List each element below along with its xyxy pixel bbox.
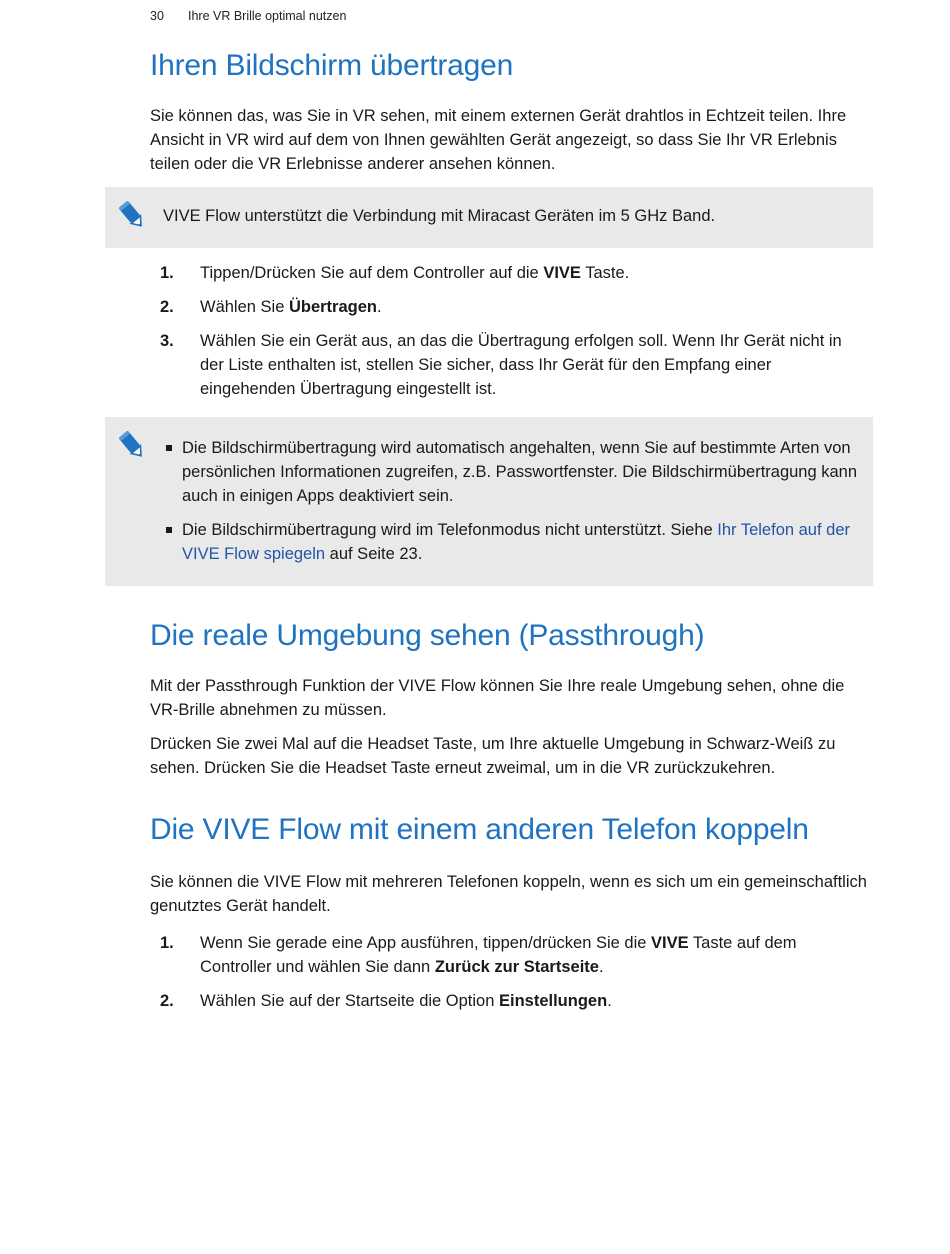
step-text: Wählen Sie auf der Startseite die Option <box>200 992 499 1010</box>
list-item <box>150 989 870 1013</box>
pencil-icon <box>117 199 147 231</box>
section-intro-pair-phone: Sie können die VIVE Flow mit mehreren Telefonen koppeln, wenn es sich um ein gemeinschaftlich genutztes Gerät handelt. <box>150 873 867 915</box>
section-title-pair-phone: Die VIVE Flow mit einem anderen Telefon koppeln <box>150 813 809 846</box>
list-item <box>150 295 870 319</box>
step-number: 1. <box>160 264 174 282</box>
list-item <box>150 931 870 979</box>
list-item <box>165 436 865 508</box>
running-header <box>150 9 346 23</box>
bullet-marker <box>166 445 172 451</box>
bullet-marker <box>166 527 172 533</box>
cast-option-label: Übertragen <box>288 298 377 316</box>
paragraph-passthrough-2: Drücken Sie zwei Mal auf die Headset Taste, um Ihre aktuelle Umgebung in Schwarz-Weiß zu sehen. Drücken Sie die Headset Taste erneut zweimal, um in die VR zurückzukehren. <box>150 735 836 777</box>
step-text: . <box>607 992 612 1010</box>
pencil-icon <box>117 429 147 461</box>
note-bullet-list <box>165 436 865 566</box>
vive-button-label: VIVE <box>651 934 689 952</box>
section-intro-screen-cast: Sie können das, was Sie in VR sehen, mit einem externen Gerät drahtlos in Echtzeit teilen. Ihre Ansicht in VR wird auf dem von Ihnen gewählten Gerät angezeigt, so dass Sie Ihr VR Erlebnis teilen oder die VR Erlebnisse anderer ansehen können. <box>150 107 847 173</box>
note-text-miracast: VIVE Flow unterstützt die Verbindung mit Miracast Geräten im 5 GHz Band. <box>163 207 716 225</box>
section-title-screen-cast: Ihren Bildschirm übertragen <box>150 49 514 82</box>
list-item <box>150 329 870 401</box>
steps-list-pair-phone <box>150 931 870 1013</box>
note-box-cast-limits <box>105 417 873 586</box>
running-title: Ihre VR Brille optimal nutzen <box>188 9 347 23</box>
step-number: 2. <box>160 298 174 316</box>
paragraph-passthrough-1: Mit der Passthrough Funktion der VIVE Flow können Sie Ihre reale Umgebung sehen, ohne die VR-Brille abnehmen zu müssen. <box>150 677 845 719</box>
step-text: Taste auf dem Controller und wählen Sie dann <box>200 934 797 976</box>
step-text: . <box>598 958 604 976</box>
step-number: 3. <box>160 332 174 350</box>
step-number: 1. <box>160 934 174 952</box>
steps-list-screen-cast <box>150 261 870 401</box>
cross-reference-link[interactable]: Ihr Telefon auf der VIVE Flow spiegeln <box>182 521 850 563</box>
list-item <box>165 518 865 566</box>
bullet-text: auf Seite 23. <box>325 545 423 563</box>
step-text: Wenn Sie gerade eine App ausführen, tippen/drücken Sie die <box>200 934 652 952</box>
section-title-passthrough: Die reale Umgebung sehen (Passthrough) <box>150 619 705 652</box>
step-text: Tippen/Drücken Sie auf dem Controller auf die <box>200 264 544 282</box>
page-number: 30 <box>150 9 164 23</box>
list-item <box>150 261 870 285</box>
vive-button-label: VIVE <box>543 264 581 282</box>
step-text: . <box>377 298 382 316</box>
step-text: Wählen Sie <box>200 298 289 316</box>
note-box-miracast <box>105 187 873 248</box>
home-option-label: Zurück zur Startseite <box>434 958 599 976</box>
step-text: Taste. <box>580 264 630 282</box>
step-number: 2. <box>160 992 174 1010</box>
settings-option-label: Einstellungen <box>499 992 608 1010</box>
bullet-text: Die Bildschirmübertragung wird im Telefonmodus nicht unterstützt. Siehe <box>182 521 718 539</box>
bullet-text: Die Bildschirmübertragung wird automatisch angehalten, wenn Sie auf bestimmte Arten von persönlichen Informationen zugreifen, z.B. Passwortfenster. Die Bildschirmübertragung kann auch in einigen Apps deaktiviert sein. <box>182 439 858 505</box>
step-text: Wählen Sie ein Gerät aus, an das die Übertragung erfolgen soll. Wenn Ihr Gerät nicht in der Liste enthalten ist, stellen Sie sicher, dass Ihr Gerät für den Empfang einer eingehenden Übertragung eingestellt ist. <box>200 332 842 398</box>
